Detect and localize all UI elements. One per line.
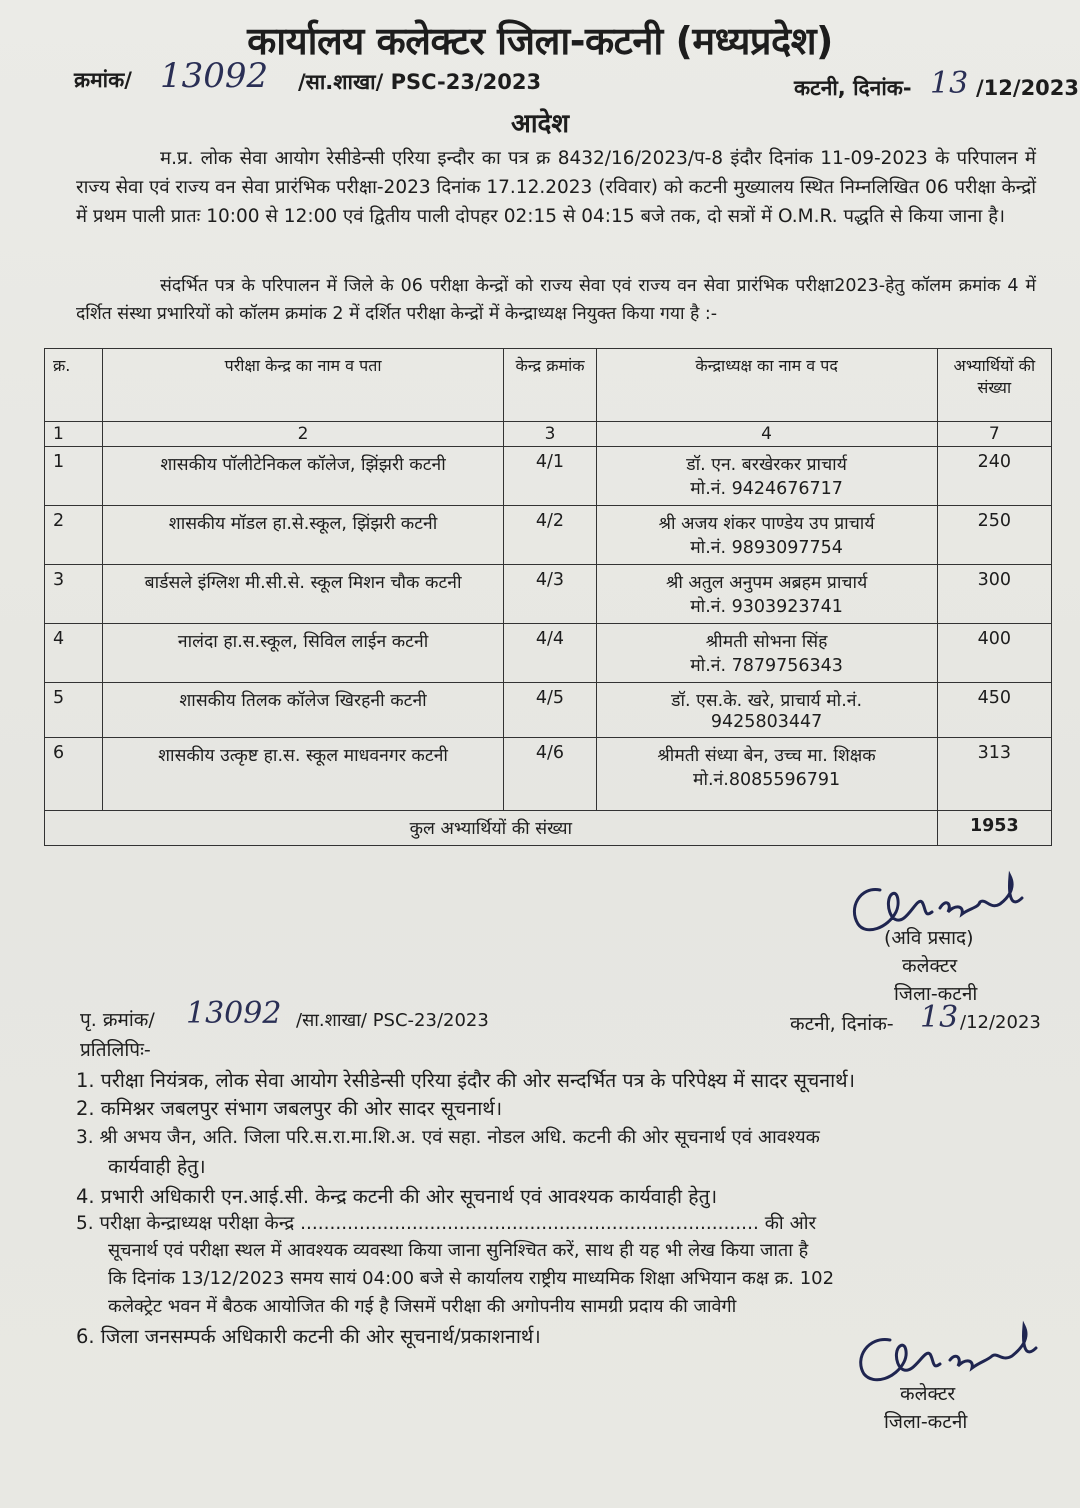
row-count: 400	[937, 624, 1051, 683]
colnum-5: 7	[937, 422, 1051, 447]
endorsement-date-day-handwritten: 13	[920, 1000, 959, 1035]
table-row	[45, 447, 1052, 506]
header-code: केन्द्र क्रमांक	[504, 349, 596, 422]
row-count: 300	[937, 565, 1051, 624]
row-superintendent	[596, 565, 937, 624]
row-code: 4/1	[504, 447, 596, 506]
row-count: 313	[937, 738, 1051, 811]
endorsement-ref-prefix: पृ. क्रमांक/	[80, 1009, 155, 1031]
total-row	[45, 811, 1052, 846]
exam-centre-table	[44, 348, 1052, 846]
copy-item-6: 6. जिला जनसम्पर्क अधिकारी कटनी की ओर सूचनार्थ/प्रकाशनार्थ।	[76, 1325, 541, 1348]
header-centre: परीक्षा केन्द्र का नाम व पता	[102, 349, 504, 422]
row-sn: 5	[45, 683, 103, 738]
superintendent-name: श्रीमती संध्या बेन, उच्च मा. शिक्षक	[657, 746, 876, 766]
signatory-designation: कलेक्टर	[902, 955, 958, 977]
order-heading: आदेश	[510, 109, 570, 139]
total-label: कुल अभ्यार्थियों की संख्या	[45, 811, 938, 846]
superintendent-mobile: मो.नं. 9303923741	[690, 597, 843, 617]
row-centre: शासकीय पॉलीटेनिकल कॉलेज, झिंझरी कटनी	[102, 447, 504, 506]
row-code: 4/5	[504, 683, 596, 738]
row-code: 4/4	[504, 624, 596, 683]
table-row	[45, 506, 1052, 565]
copy-item-5-line-3: कि दिनांक 13/12/2023 समय सायं 04:00 बजे से कार्यालय राष्ट्रीय माध्यमिक शिक्षा अभियान कक्ष क्र. 102	[108, 1268, 835, 1289]
copy-item-1: 1. परीक्षा नियंत्रक, लोक सेवा आयोग रेसीडेन्सी एरिया इंदौर की ओर सन्दर्भित पत्र के परिपेक्ष्य में सादर सूचनार्थ।	[76, 1069, 855, 1092]
table-row	[45, 738, 1052, 811]
header-sn: क्र.	[45, 349, 103, 422]
date-prefix: कटनी, दिनांक-	[794, 76, 912, 100]
row-superintendent	[596, 624, 937, 683]
endorsement-ref-number-handwritten: 13092	[186, 996, 282, 1031]
copy-item-5-line-2: सूचनार्थ एवं परीक्षा स्थल में आवश्यक व्यवस्था किया जाना सुनिश्चित करें, साथ ही यह भी लेख किया जाता है	[108, 1240, 809, 1261]
row-centre: शासकीय तिलक कॉलेज खिरहनी कटनी	[102, 683, 504, 738]
endorsement-date-suffix: /12/2023	[960, 1012, 1041, 1033]
signatory-district: जिला-कटनी	[894, 983, 978, 1005]
header-count: अभ्यार्थियों की संख्या	[937, 349, 1051, 422]
row-superintendent	[596, 447, 937, 506]
row-count: 450	[937, 683, 1051, 738]
superintendent-mobile: मो.नं. 9424676717	[690, 479, 843, 499]
ref-number-handwritten: 13092	[160, 56, 269, 96]
colnum-1: 1	[45, 422, 103, 447]
row-superintendent	[596, 738, 937, 811]
superintendent-mobile: 9425803447	[710, 712, 823, 732]
row-count: 250	[937, 506, 1051, 565]
colnum-3: 3	[504, 422, 596, 447]
row-centre: शासकीय उत्कृष्ट हा.स. स्कूल माधवनगर कटनी	[102, 738, 504, 811]
copy-item-2: 2. कमिश्नर जबलपुर संभाग जबलपुर की ओर सादर सूचनार्थ।	[76, 1097, 503, 1120]
total-value: 1953	[937, 811, 1051, 846]
copy-item-3-continued: कार्यवाही हेतु।	[108, 1155, 206, 1178]
table-row	[45, 624, 1052, 683]
copy-item-4: 4. प्रभारी अधिकारी एन.आई.सी. केन्द्र कटनी की ओर सूचनार्थ एवं आवश्यक कार्यवाही हेतु।	[76, 1185, 718, 1208]
superintendent-name: श्री अजय शंकर पाण्डेय उप प्राचार्य	[658, 514, 875, 534]
signatory-2-designation: कलेक्टर	[900, 1383, 956, 1405]
endorsement-date-prefix: कटनी, दिनांक-	[790, 1013, 894, 1035]
header-superintendent: केन्द्राध्यक्ष का नाम व पद	[596, 349, 937, 422]
colnum-4: 4	[596, 422, 937, 447]
signatory-name: (अवि प्रसाद)	[884, 927, 974, 949]
row-centre: शासकीय मॉडल हा.से.स्कूल, झिंझरी कटनी	[102, 506, 504, 565]
row-superintendent	[596, 683, 937, 738]
date-day-handwritten: 13	[930, 66, 969, 101]
superintendent-mobile: मो.नं. 7879756343	[690, 656, 843, 676]
superintendent-mobile: मो.नं. 9893097754	[690, 538, 843, 558]
row-sn: 3	[45, 565, 103, 624]
row-code: 4/6	[504, 738, 596, 811]
colnum-2: 2	[102, 422, 504, 447]
copy-item-5: 5. परीक्षा केन्द्राध्यक्ष परीक्षा केन्द्र .............................................................................. की ओर	[76, 1213, 817, 1234]
row-superintendent	[596, 506, 937, 565]
endorsement-ref-suffix: /सा.शाखा/ PSC-23/2023	[296, 1010, 489, 1031]
row-sn: 4	[45, 624, 103, 683]
office-title: कार्यालय कलेक्टर जिला-कटनी (मध्यप्रदेश)	[247, 19, 833, 63]
superintendent-name: डॉ. एन. बरखेरकर प्राचार्य	[686, 455, 847, 475]
paragraph-1: म.प्र. लोक सेवा आयोग रेसीडेन्सी एरिया इन्दौर का पत्र क्र 8432/16/2023/प-8 इंदौर दिनांक 11-09-2023 के परिपालन में राज्य सेवा एवं राज्य वन सेवा प्रारंभिक परीक्षा-2023 दिनांक 17.12.2023 (रविवार) को कटनी मुख्यालय स्थित निम्नलिखित 06 परीक्षा केन्द्रों में प्रथम पाली प्रातः 10:00 से 12:00 एवं द्वितीय पाली दोपहर 02:15 से 04:15 बजे तक, दो सत्रों में O.M.R. पद्धति से किया जाना है।	[76, 148, 1036, 227]
row-count: 240	[937, 447, 1051, 506]
superintendent-name: श्रीमती सोभना सिंह	[705, 632, 828, 652]
superintendent-name: श्री अतुल अनुपम अब्रहम प्राचार्य	[665, 573, 868, 593]
ref-prefix: क्रमांक/	[74, 68, 132, 92]
column-number-row	[45, 422, 1052, 447]
copy-item-5-line-4: कलेक्ट्रेट भवन में बैठक आयोजित की गई है जिसमें परीक्षा की अगोपनीय सामग्री प्रदाय की जावेगी	[108, 1296, 737, 1317]
table-row	[45, 565, 1052, 624]
row-centre: बार्डसले इंग्लिश मी.सी.से. स्कूल मिशन चौक कटनी	[102, 565, 504, 624]
row-sn: 6	[45, 738, 103, 811]
row-sn: 1	[45, 447, 103, 506]
table-header-row	[45, 349, 1052, 422]
paragraph-2: संदर्भित पत्र के परिपालन में जिले के 06 परीक्षा केन्द्रों को राज्य सेवा एवं राज्य वन सेवा प्रारंभिक परीक्षा2023-हेतु कॉलम क्रमांक 4 में दर्शित संस्था प्रभारियों को कॉलम क्रमांक 2 में दर्शित परीक्षा केन्द्रों में केन्द्राध्यक्ष नियुक्त किया गया है :-	[76, 276, 1036, 324]
copy-item-3: 3. श्री अभय जैन, अति. जिला परि.स.रा.मा.शि.अ. एवं सहा. नोडल अधि. कटनी की ओर सूचनार्थ एवं आवश्यक	[76, 1127, 820, 1148]
superintendent-mobile: मो.नं.8085596791	[692, 770, 841, 790]
signatory-2-district: जिला-कटनी	[884, 1411, 968, 1433]
row-sn: 2	[45, 506, 103, 565]
row-code: 4/2	[504, 506, 596, 565]
copy-label: प्रतिलिपिः-	[80, 1039, 151, 1061]
row-code: 4/3	[504, 565, 596, 624]
superintendent-name: डॉ. एस.के. खरे, प्राचार्य मो.नं.	[671, 691, 863, 711]
date-suffix: /12/2023	[976, 76, 1080, 100]
row-centre: नालंदा हा.स.स्कूल, सिविल लाईन कटनी	[102, 624, 504, 683]
table-row	[45, 683, 1052, 738]
ref-suffix: /सा.शाखा/ PSC-23/2023	[298, 70, 542, 94]
